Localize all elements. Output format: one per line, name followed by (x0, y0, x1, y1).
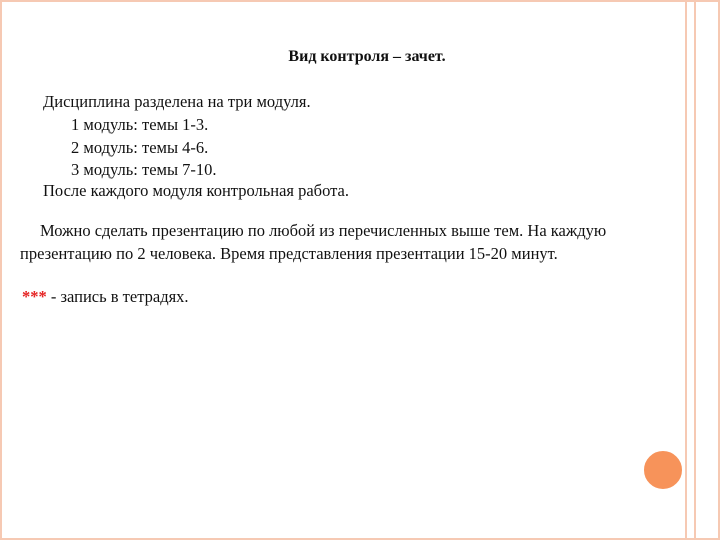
intro-text: Дисциплина разделена на три модуля. (43, 92, 311, 111)
note-line (22, 287, 189, 307)
control-work-text: После каждого модуля контрольная работа. (43, 181, 349, 200)
decorative-rule-inner (694, 0, 696, 540)
note-marker: *** (22, 287, 47, 306)
module-item: 1 модуль: темы 1-3. (71, 115, 209, 134)
module-item: 3 модуль: темы 7-10. (71, 160, 217, 179)
presentation-text-line-2: презентацию по 2 человека. Время представления презентации 15-20 минут. (20, 244, 558, 263)
note-text: - запись в тетрадях. (46, 287, 189, 306)
module-item: 2 модуль: темы 4-6. (71, 138, 209, 157)
slide-title: Вид контроля – зачет. (288, 48, 446, 65)
decorative-rule-outer (685, 0, 687, 540)
presentation-text-line-1: Можно сделать презентацию по любой из перечисленных выше тем. На каждую (40, 221, 607, 240)
